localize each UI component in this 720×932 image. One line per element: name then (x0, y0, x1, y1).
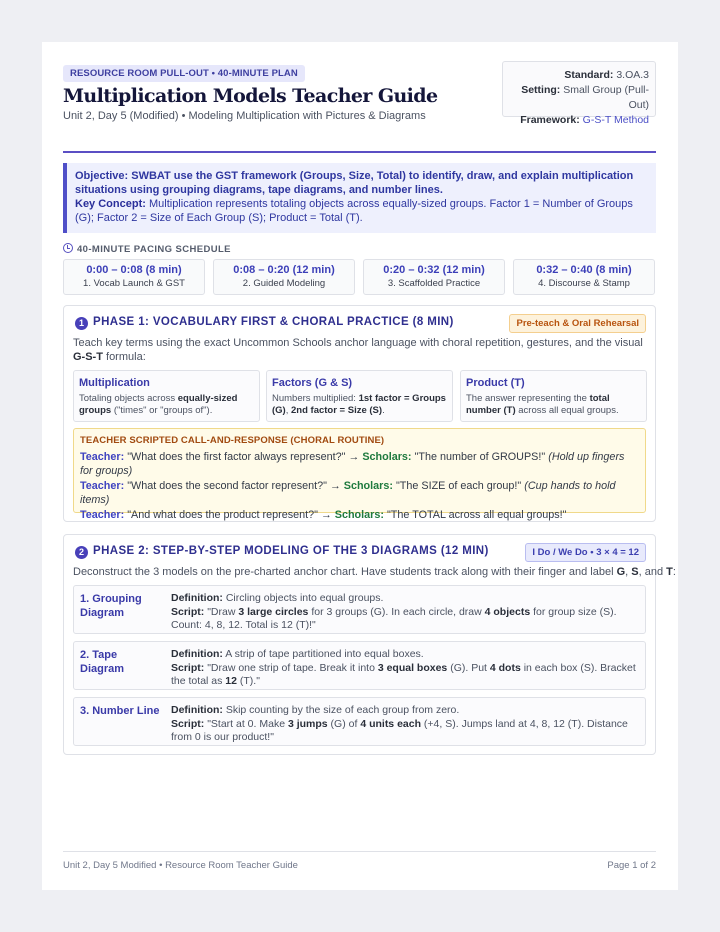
pacing-block: 0:08 – 0:20 (12 min) 2. Guided Modeling (213, 259, 355, 295)
pacing-block: 0:20 – 0:32 (12 min) 3. Scaffolded Practice (363, 259, 505, 295)
script-heading: TEACHER SCRIPTED CALL-AND-RESPONSE (CHORAL ROUTINE) (80, 435, 385, 446)
meta-standard: Standard: 3.OA.3 (564, 69, 649, 81)
phase-number: 2 (75, 546, 88, 559)
pacing-label: 40-MINUTE PACING SCHEDULE (63, 243, 231, 255)
key-concept: Key Concept: Multiplication represents totaling objects across equally-sized groups. Factor 1 = Number of Groups (G); Factor 2 = Size of Each Group (S); Product = Total (T). (75, 198, 633, 224)
script-line: Teacher: "What does the first factor always represent?" → Scholars: "The number of GROUPS!" (Hold up fingers for groups) (80, 450, 625, 477)
vocab-card-factors: Factors (G & S) Numbers multiplied: 1st factor = Groups (G), 2nd factor = Size (S). (266, 370, 453, 422)
phase-tag: Pre-teach & Oral Rehearsal (509, 314, 646, 333)
phase-tag: I Do / We Do • 3 × 4 = 12 (525, 543, 646, 562)
header (63, 63, 656, 153)
vocab-card-multiplication: Multiplication Totaling objects across equally-sized groups ("times" or "groups of"). (73, 370, 260, 422)
phase-title: PHASE 1: VOCABULARY FIRST & CHORAL PRACTICE (8 MIN) (93, 316, 454, 328)
page-content (63, 63, 676, 871)
objective-box (63, 163, 656, 233)
diagram-row-tape: 2. Tape Diagram Definition: A strip of tape partitioned into equal boxes. Script: "Draw one strip of tape. Break it into 3 equal boxes (G). Put 4 dots in each box (S). Bracket the total as 12 (T)." (73, 641, 646, 690)
page-title: Multiplication Models Teacher Guide (63, 85, 438, 107)
diagram-row-grouping: 1. Grouping Diagram Definition: Circling objects into equal groups. Script: "Draw 3 large circles for 3 groups (G). In each circle, draw 4 objects for group size (S). Count: 4, 8, 12. Total is 12 (T)!" (73, 585, 646, 634)
phase-intro: Deconstruct the 3 models on the pre-charted anchor chart. Have students track along with their finger and label G, S, and T: (73, 566, 676, 578)
phase-1-card (63, 305, 656, 522)
pacing-block: 0:32 – 0:40 (8 min) 4. Discourse & Stamp (513, 259, 655, 295)
objective-text: Objective: SWBAT use the GST framework (Groups, Size, Total) to identify, draw, and explain multiplication situations using grouping diagrams, tape diagrams, and number lines. (75, 170, 634, 196)
phase-title: PHASE 2: STEP-BY-STEP MODELING OF THE 3 DIAGRAMS (12 MIN) (93, 545, 489, 557)
footer-left: Unit 2, Day 5 Modified • Resource Room Teacher Guide (63, 860, 298, 871)
phase-number: 1 (75, 317, 88, 330)
vocab-card-product: Product (T) The answer representing the total number (T) across all equal groups. (460, 370, 647, 422)
document-page (42, 42, 678, 890)
diagram-row-number-line: 3. Number Line Definition: Skip counting by the size of each group from zero. Script: "Start at 0. Make 3 jumps (G) of 4 units each (+4, S). Jumps land at 4, 8, 12 (T). Distance from 0 is our product!" (73, 697, 646, 746)
clock-icon (63, 243, 73, 253)
meta-setting: Setting: Small Group (Pull-Out) (521, 84, 649, 111)
phase-intro: Teach key terms using the exact Uncommon Schools anchor language with choral repetition, gestures, and the visual G-S-T formula: (73, 337, 643, 363)
page-subtitle: Unit 2, Day 5 (Modified) • Modeling Multiplication with Pictures & Diagrams (63, 110, 426, 122)
meta-framework: Framework: G-S-T Method (520, 114, 649, 126)
pacing-block: 0:00 – 0:08 (8 min) 1. Vocab Launch & GST (63, 259, 205, 295)
script-line: Teacher: "And what does the product represent?" → Scholars: "The TOTAL across all equal groups!" (80, 508, 567, 521)
script-line: Teacher: "What does the second factor represent?" → Scholars: "The SIZE of each group!" (Cup hands to hold items) (80, 479, 616, 506)
call-response-box (73, 428, 646, 521)
phase-2-card (63, 534, 676, 755)
meta-box (502, 61, 656, 126)
page-number: Page 1 of 2 (607, 860, 656, 871)
plan-pill: RESOURCE ROOM PULL-OUT • 40-MINUTE PLAN (63, 65, 305, 82)
page-footer (63, 851, 656, 871)
